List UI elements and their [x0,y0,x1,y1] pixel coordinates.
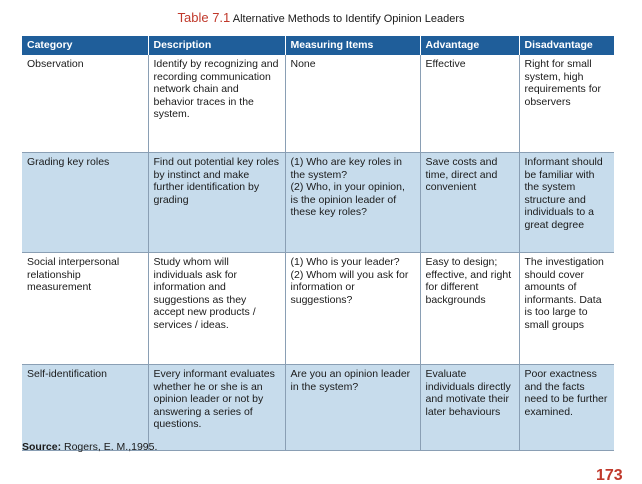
table-title: Alternative Methods to Identify Opinion Leaders [230,13,465,25]
cell-measuring-items: (1) Who is your leader? (2) Whom will you ask for information or suggestions? [285,253,420,365]
cell-advantage: Easy to design; effective, and right for different backgrounds [420,253,519,365]
cell-category: Social interpersonal relationship measurement [22,253,148,365]
cell-advantage: Evaluate individuals directly and motivate their later behaviours [420,365,519,451]
table-number: Table 7.1 [177,10,231,25]
cell-measuring-items: (1) Who are key roles in the system? (2) Who, in your opinion, is the opinion leader of these key roles? [285,153,420,253]
header-category: Category [22,36,148,55]
table-row [22,55,614,153]
header-advantage: Advantage [420,36,519,55]
cell-advantage: Save costs and time, direct and convenient [420,153,519,253]
cell-description: Study whom will individuals ask for information and suggestions as they accept new products / services / ideas. [148,253,285,365]
cell-category: Self-identification [22,365,148,451]
cell-category: Observation [22,55,148,153]
header-measuring-items: Measuring Items [285,36,420,55]
source-note [22,441,157,453]
cell-disadvantage: Informant should be familiar with the system structure and individuals to a great degree [519,153,614,253]
table-caption [0,10,642,25]
cell-description: Find out potential key roles by instinct and make further identification by grading [148,153,285,253]
cell-advantage: Effective [420,55,519,153]
table-header-row [22,36,614,55]
table-row [22,153,614,253]
cell-disadvantage: Right for small system, high requirements for observers [519,55,614,153]
opinion-leaders-table [22,36,614,451]
table-row [22,365,614,451]
page-number: 173 [596,467,623,484]
cell-measuring-items: None [285,55,420,153]
cell-measuring-items: Are you an opinion leader in the system? [285,365,420,451]
cell-category: Grading key roles [22,153,148,253]
header-disadvantage: Disadvantage [519,36,614,55]
source-label: Source: [22,441,62,453]
source-text: Rogers, E. M.,1995. [61,441,158,453]
cell-description: Identify by recognizing and recording communication network chain and behavior traces in the system. [148,55,285,153]
cell-description: Every informant evaluates whether he or she is an opinion leader or not by answering a series of questions. [148,365,285,451]
header-description: Description [148,36,285,55]
table-row [22,253,614,365]
cell-disadvantage: The investigation should cover amounts of informants. Data is too large to small groups [519,253,614,365]
cell-disadvantage: Poor exactness and the facts need to be further examined. [519,365,614,451]
